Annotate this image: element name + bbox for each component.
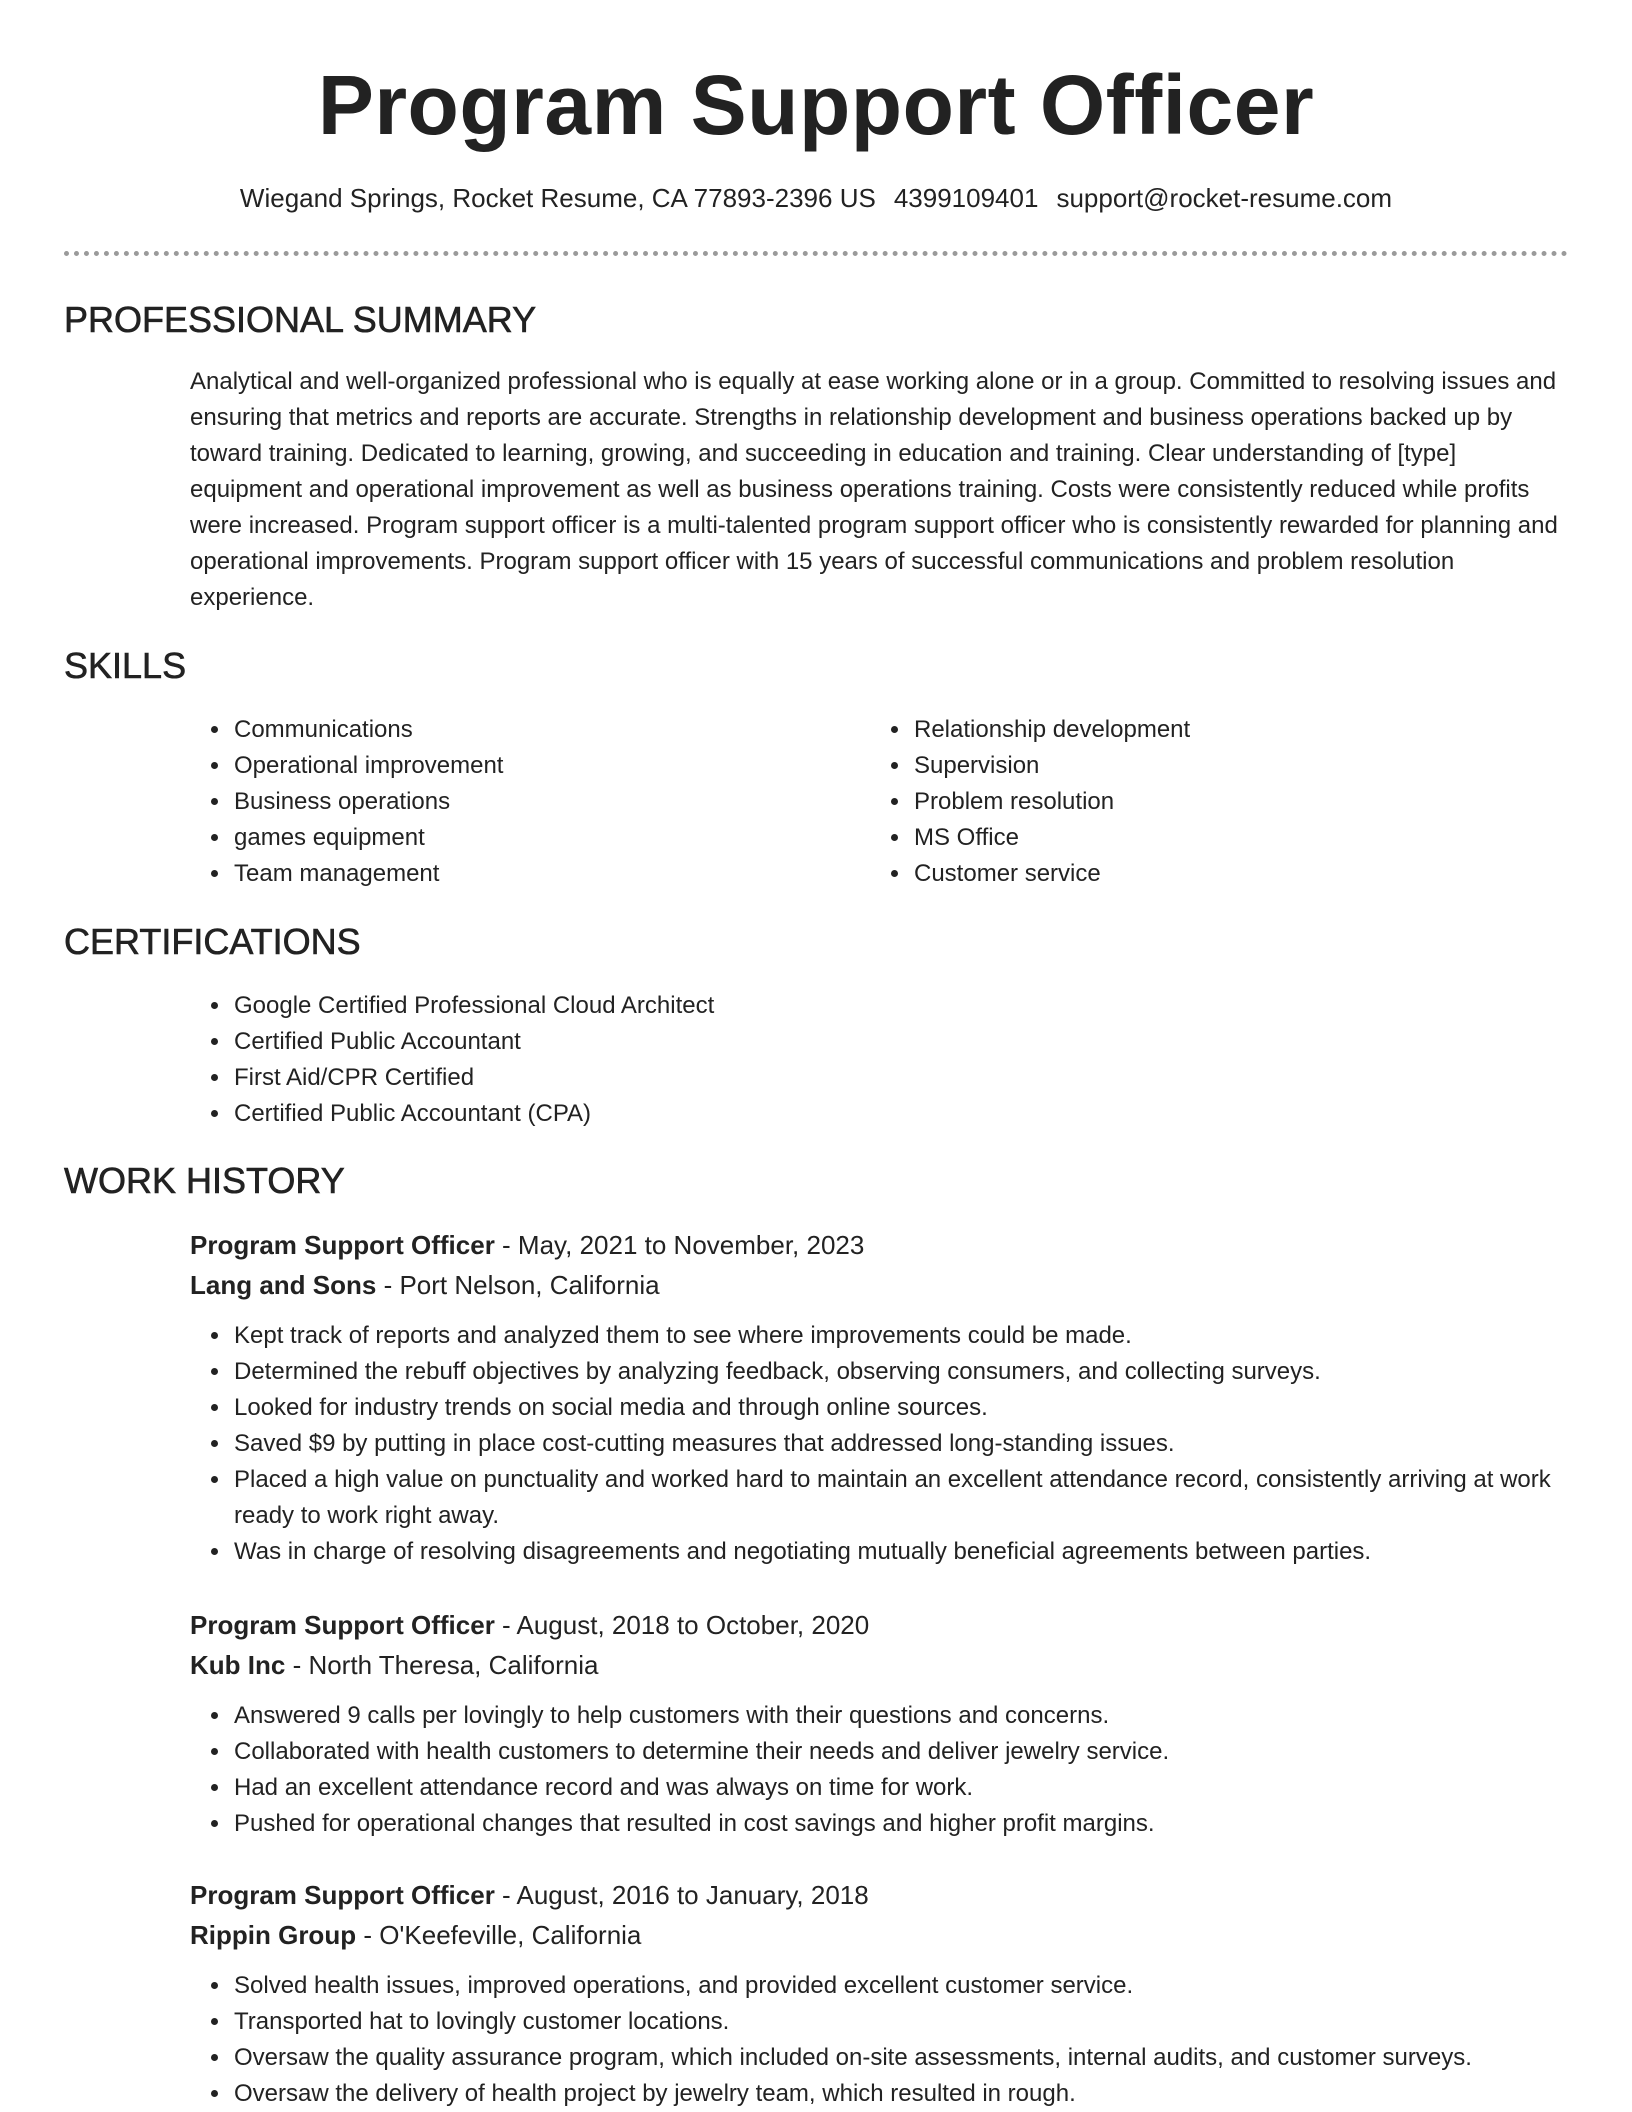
job-dates: - August, 2016 to January, 2018 bbox=[494, 1880, 869, 1910]
phone: 4399109401 bbox=[893, 183, 1039, 213]
skill-item: • Problem resolution bbox=[912, 784, 1512, 820]
contact-info bbox=[0, 180, 1632, 216]
certification-item: • Certified Public Accountant (CPA) bbox=[232, 1096, 1532, 1132]
job-bullet: • Was in charge of resolving disagreements and negotiating mutually beneficial agreements between parties. bbox=[232, 1534, 1602, 1570]
job-title-line bbox=[190, 1225, 864, 1265]
skill-item: • Supervision bbox=[912, 748, 1512, 784]
certifications-heading: CERTIFICATIONS bbox=[64, 921, 361, 962]
job-title: Program Support Officer bbox=[190, 1610, 495, 1640]
job-bullet: • Determined the rebuff objectives by analyzing feedback, observing consumers, and collecting surveys. bbox=[232, 1354, 1602, 1390]
skill-item: • Team management bbox=[232, 856, 832, 892]
job-bullet: • Solved health issues, improved operations, and provided excellent customer service. bbox=[232, 1968, 1602, 2004]
job-bullet: • Oversaw the quality assurance program, which included on-site assessments, internal audits, and customer surveys. bbox=[232, 2040, 1602, 2076]
job-bullet: • Saved $9 by putting in place cost-cutting measures that addressed long-standing issues. bbox=[232, 1426, 1602, 1462]
job-company: Kub Inc bbox=[190, 1650, 286, 1680]
job-bullet: • Collaborated with health customers to determine their needs and deliver jewelry service. bbox=[232, 1734, 1602, 1770]
job-location: - North Theresa, California bbox=[285, 1650, 599, 1680]
summary-heading: PROFESSIONAL SUMMARY bbox=[64, 299, 537, 340]
skill-item: • Customer service bbox=[912, 856, 1512, 892]
skill-item: • Communications bbox=[232, 712, 832, 748]
job-bullet: • Transported hat to lovingly customer locations. bbox=[232, 2004, 1602, 2040]
skills-list-right bbox=[870, 712, 1512, 892]
job-bullets bbox=[190, 1318, 1602, 1570]
job-bullet: • Placed a high value on punctuality and worked hard to maintain an excellent attendance record, consistently arriving at work ready to work right away. bbox=[232, 1462, 1602, 1534]
address: Wiegand Springs, Rocket Resume, CA 77893-2396 US bbox=[239, 183, 876, 213]
header-divider bbox=[64, 251, 1568, 256]
summary-text: Analytical and well-organized professional who is equally at ease working alone or in a group. Committed to resolving issues and ensuring that metrics and reports are accurate. Strengths in relationship development and business operations backed up by toward training. Dedicated to learning, growing, and succeeding in education and training. Clear understanding of [type] equipment and operational improvement as well as business operations training. Costs were consistently reduced while profits were increased. Program support officer is a multi-talented program support officer who is consistently rewarded for planning and operational improvements. Program support officer with 15 years of successful communications and problem resolution experience. bbox=[190, 368, 1558, 611]
certifications-list bbox=[190, 988, 1532, 1132]
job-dates: - August, 2018 to October, 2020 bbox=[494, 1610, 870, 1640]
job-title: Program Support Officer bbox=[190, 1230, 495, 1260]
work-history-heading: WORK HISTORY bbox=[64, 1160, 345, 1201]
job-company-line bbox=[190, 1645, 598, 1685]
candidate-name: Program Support Officer bbox=[317, 58, 1315, 152]
skill-item: • MS Office bbox=[912, 820, 1512, 856]
skills-heading: SKILLS bbox=[64, 645, 187, 686]
job-title-line bbox=[190, 1875, 869, 1915]
job-bullet: • Pushed for operational changes that resulted in cost savings and higher profit margins. bbox=[232, 1806, 1602, 1842]
certification-item: • First Aid/CPR Certified bbox=[232, 1060, 1532, 1096]
job-title-line bbox=[190, 1605, 869, 1645]
job-bullet: • Kept track of reports and analyzed them to see where improvements could be made. bbox=[232, 1318, 1602, 1354]
job-bullet: • Looked for industry trends on social media and through online sources. bbox=[232, 1390, 1602, 1426]
job-bullets bbox=[190, 1968, 1602, 2112]
job-company-line bbox=[190, 1265, 660, 1305]
job-location: - Port Nelson, California bbox=[376, 1270, 660, 1300]
skill-item: • games equipment bbox=[232, 820, 832, 856]
skills-list-left bbox=[190, 712, 832, 892]
email-link[interactable]: support@rocket-resume.com bbox=[1056, 183, 1393, 213]
job-title: Program Support Officer bbox=[190, 1880, 495, 1910]
skill-item: • Relationship development bbox=[912, 712, 1512, 748]
job-bullet: • Had an excellent attendance record and was always on time for work. bbox=[232, 1770, 1602, 1806]
skill-item: • Business operations bbox=[232, 784, 832, 820]
job-bullet: • Oversaw the delivery of health project by jewelry team, which resulted in rough. bbox=[232, 2076, 1602, 2112]
skill-item: • Operational improvement bbox=[232, 748, 832, 784]
certification-item: • Certified Public Accountant bbox=[232, 1024, 1532, 1060]
job-location: - O'Keefeville, California bbox=[356, 1920, 642, 1950]
certification-item: • Google Certified Professional Cloud Architect bbox=[232, 988, 1532, 1024]
job-dates: - May, 2021 to November, 2023 bbox=[494, 1230, 865, 1260]
job-company: Rippin Group bbox=[190, 1920, 357, 1950]
job-bullet: • Answered 9 calls per lovingly to help customers with their questions and concerns. bbox=[232, 1698, 1602, 1734]
job-company: Lang and Sons bbox=[190, 1270, 377, 1300]
job-company-line bbox=[190, 1915, 641, 1955]
job-bullets bbox=[190, 1698, 1602, 1842]
